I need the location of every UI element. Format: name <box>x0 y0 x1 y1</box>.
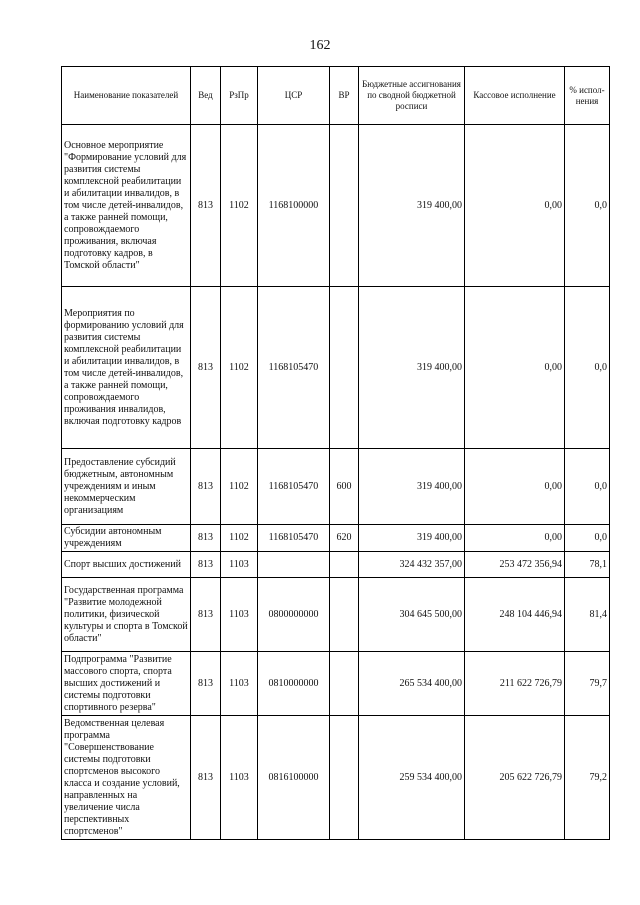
row-csr: 1168105470 <box>258 525 330 552</box>
row-name: Предоставление субсидий бюджетным, автономным учреждениям и иным некоммерческим организациям <box>62 449 191 525</box>
row-cash: 248 104 446,94 <box>465 578 565 652</box>
row-ved: 813 <box>191 449 221 525</box>
row-percent: 0,0 <box>565 125 610 287</box>
row-vr <box>330 652 359 716</box>
row-csr: 0800000000 <box>258 578 330 652</box>
row-rzpr: 1102 <box>221 525 258 552</box>
row-cash: 0,00 <box>465 287 565 449</box>
row-ved: 813 <box>191 578 221 652</box>
row-budget: 324 432 357,00 <box>359 552 465 578</box>
row-rzpr: 1102 <box>221 287 258 449</box>
row-cash: 0,00 <box>465 449 565 525</box>
budget-table <box>61 66 610 840</box>
header-percent: % испол-нения <box>565 67 610 125</box>
row-rzpr: 1102 <box>221 125 258 287</box>
table-row <box>62 125 610 287</box>
row-rzpr: 1103 <box>221 652 258 716</box>
header-name: Наименование показателей <box>62 67 191 125</box>
row-percent: 81,4 <box>565 578 610 652</box>
row-vr <box>330 716 359 840</box>
row-name: Субсидии автономным учреждениям <box>62 525 191 552</box>
row-vr <box>330 287 359 449</box>
header-row <box>62 67 610 125</box>
row-percent: 79,7 <box>565 652 610 716</box>
row-ved: 813 <box>191 287 221 449</box>
row-rzpr: 1102 <box>221 449 258 525</box>
row-ved: 813 <box>191 125 221 287</box>
row-name: Государственная программа "Развитие молодежной политики, физической культуры и спорта в Томской области" <box>62 578 191 652</box>
row-cash: 0,00 <box>465 525 565 552</box>
row-csr: 1168105470 <box>258 449 330 525</box>
row-budget: 304 645 500,00 <box>359 578 465 652</box>
row-budget: 265 534 400,00 <box>359 652 465 716</box>
row-name: Подпрограмма "Развитие массового спорта, спорта высших достижений и системы подготовки спортивного резерва" <box>62 652 191 716</box>
row-name: Основное мероприятие "Формирование условий для развития системы комплексной реабилитации и абилитации инвалидов, в том числе детей-инвалидов, а также ранней помощи, сопровождаемого проживания, включая подготовку кадров, в Томской области" <box>62 125 191 287</box>
table-row <box>62 716 610 840</box>
row-ved: 813 <box>191 525 221 552</box>
row-budget: 319 400,00 <box>359 525 465 552</box>
row-vr <box>330 125 359 287</box>
header-cash: Кассовое исполнение <box>465 67 565 125</box>
row-percent: 79,2 <box>565 716 610 840</box>
row-budget: 319 400,00 <box>359 125 465 287</box>
row-vr <box>330 578 359 652</box>
row-rzpr: 1103 <box>221 552 258 578</box>
row-cash: 205 622 726,79 <box>465 716 565 840</box>
table-row <box>62 578 610 652</box>
row-name: Ведомственная целевая программа "Совершенствование системы подготовки спортсменов высокого класса и создание условий, направленных на увеличение числа перспективных спортсменов" <box>62 716 191 840</box>
table-row <box>62 652 610 716</box>
row-name: Мероприятия по формированию условий для развития системы комплексной реабилитации и абилитации инвалидов, в том числе детей-инвалидов, а также ранней помощи, сопровождаемого проживания инвалидов, включая подготовку кадров <box>62 287 191 449</box>
row-vr: 600 <box>330 449 359 525</box>
row-name: Спорт высших достижений <box>62 552 191 578</box>
row-percent: 78,1 <box>565 552 610 578</box>
row-ved: 813 <box>191 552 221 578</box>
table-row <box>62 449 610 525</box>
header-ved: Вед <box>191 67 221 125</box>
row-vr <box>330 552 359 578</box>
header-budget: Бюджетные ассигнования по сводной бюджетной росписи <box>359 67 465 125</box>
row-csr: 0810000000 <box>258 652 330 716</box>
header-vr: ВР <box>330 67 359 125</box>
row-percent: 0,0 <box>565 287 610 449</box>
row-csr <box>258 552 330 578</box>
page-number: 162 <box>309 38 331 53</box>
row-csr: 1168100000 <box>258 125 330 287</box>
row-ved: 813 <box>191 716 221 840</box>
row-ved: 813 <box>191 652 221 716</box>
row-percent: 0,0 <box>565 525 610 552</box>
row-budget: 319 400,00 <box>359 449 465 525</box>
row-rzpr: 1103 <box>221 578 258 652</box>
table-row <box>62 552 610 578</box>
row-vr: 620 <box>330 525 359 552</box>
row-cash: 211 622 726,79 <box>465 652 565 716</box>
row-csr: 1168105470 <box>258 287 330 449</box>
row-cash: 253 472 356,94 <box>465 552 565 578</box>
row-rzpr: 1103 <box>221 716 258 840</box>
header-csr: ЦСР <box>258 67 330 125</box>
table-row <box>62 525 610 552</box>
row-budget: 319 400,00 <box>359 287 465 449</box>
row-csr: 0816100000 <box>258 716 330 840</box>
table-row <box>62 287 610 449</box>
row-percent: 0,0 <box>565 449 610 525</box>
row-budget: 259 534 400,00 <box>359 716 465 840</box>
row-cash: 0,00 <box>465 125 565 287</box>
header-rzpr: РзПр <box>221 67 258 125</box>
